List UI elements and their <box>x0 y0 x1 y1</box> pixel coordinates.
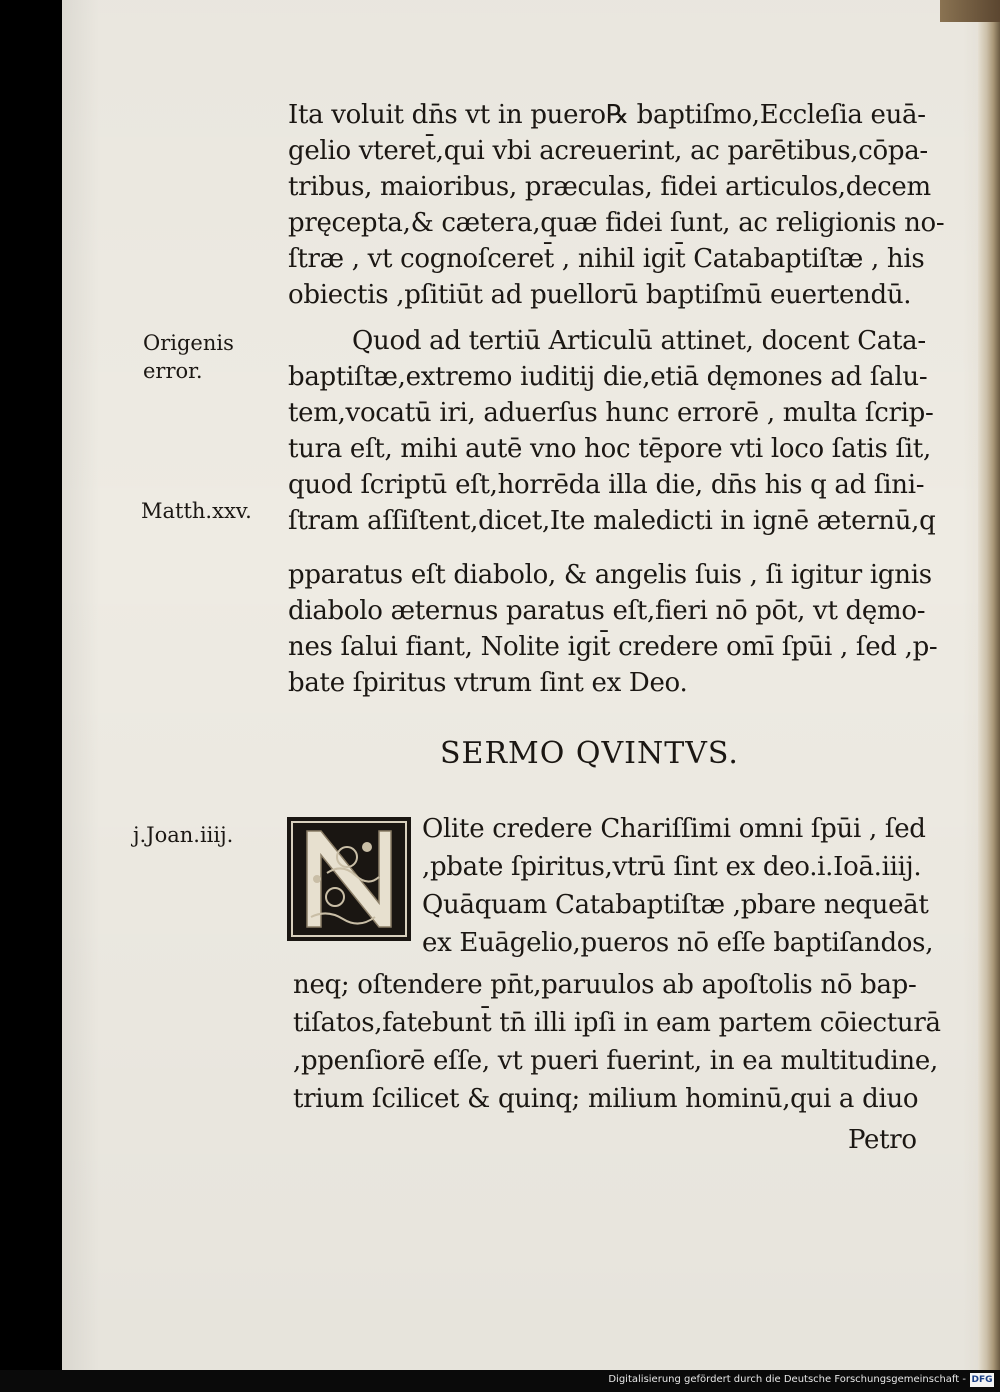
text-line: obiectis ,pſitiūt ad puellorū baptiſmū euertendū. <box>288 280 912 310</box>
text-line: tribus, maioribus, præculas, fidei articulos,decem <box>288 172 931 202</box>
text-line: trium ſcilicet & quinq; milium hominū,qui a diuo <box>293 1084 919 1114</box>
text-line: ex Euāgelio,pueros nō eſſe baptiſandos, <box>422 928 934 958</box>
text-line: nes ſalui fiant, Nolite igit̄ credere omī ſpūi , ſed ,p- <box>288 632 938 662</box>
text-line: Ita voluit dn̄s vt in puero℞ baptiſmo,Eccleſia euā- <box>288 100 926 130</box>
text-line: ſtram aſſiſtent,dicet,Ite maledicti in ignē æternū,q <box>288 506 936 536</box>
dfg-logo[interactable]: DFG <box>971 1375 993 1385</box>
digitization-credit: Digitalisierung gefördert durch die Deutsche Forschungsgemeinschaft - <box>608 1374 966 1385</box>
text-line: gelio vteret̄,qui vbi acreuerint, ac parētibus,cōpa- <box>288 136 928 166</box>
margin-note-origenis: Origenis <box>143 331 234 355</box>
margin-note-matthew: Matth.xxv. <box>141 499 252 523</box>
text-line: tiſatos,fatebunt̄ tn̄ illi ipſi in eam partem cōiecturā <box>293 1008 941 1038</box>
text-line: bate ſpiritus vtrum ſint ex Deo. <box>288 668 688 698</box>
margin-note-error: error. <box>143 359 203 383</box>
text-line: quod ſcriptū eſt,horrēda illa die, dn̄s his q ad ſini- <box>288 470 925 500</box>
text-line: tem,vocatū iri, aduerſus hunc errorē , multa ſcrip- <box>288 398 934 428</box>
text-line: pręcepta,& cætera,quæ fidei ſunt, ac religionis no- <box>288 208 945 238</box>
margin-note-john: j.Joan.iiij. <box>133 823 234 847</box>
text-line: Quod ad tertiū Articulū attinet, docent Cata- <box>352 326 926 356</box>
catchword: Petro <box>848 1125 917 1155</box>
ornament-icon <box>287 817 411 941</box>
text-line: ,ppenſiorē eſſe, vt pueri fuerint, in ea multitudine, <box>293 1046 938 1076</box>
text-line: Quāquam Catabaptiſtæ ,pbare nequeāt <box>422 890 929 920</box>
decorated-initial-letter <box>287 817 411 941</box>
text-line: pparatus eſt diabolo, & angelis ſuis , ſi igitur ignis <box>288 560 932 590</box>
book-edge-right <box>978 0 1000 1370</box>
text-line: neq; oſtendere pn̄t,paruulos ab apoſtolis nō bap- <box>293 970 917 1000</box>
text-line: Olite credere Chariſſimi omni ſpūi , ſed <box>422 814 926 844</box>
text-line: diabolo æternus paratus eſt,fieri nō pōt, vt dęmo- <box>288 596 926 626</box>
section-heading: SERMO QVINTVS. <box>440 736 739 771</box>
text-line: ,pbate ſpiritus,vtrū ſint ex deo.i.Ioā.iiij. <box>422 852 922 882</box>
text-line: baptiſtæ,extremo iuditij die,etiā dęmones ad ſalu- <box>288 362 928 392</box>
text-line: ſtræ , vt cognoſceret̄ , nihil igit̄ Catabaptiſtæ , his <box>288 244 925 274</box>
text-line: tura eſt, mihi autē vno hoc tēpore vti loco ſatis ſit, <box>288 434 931 464</box>
book-edge-top <box>940 0 1000 22</box>
